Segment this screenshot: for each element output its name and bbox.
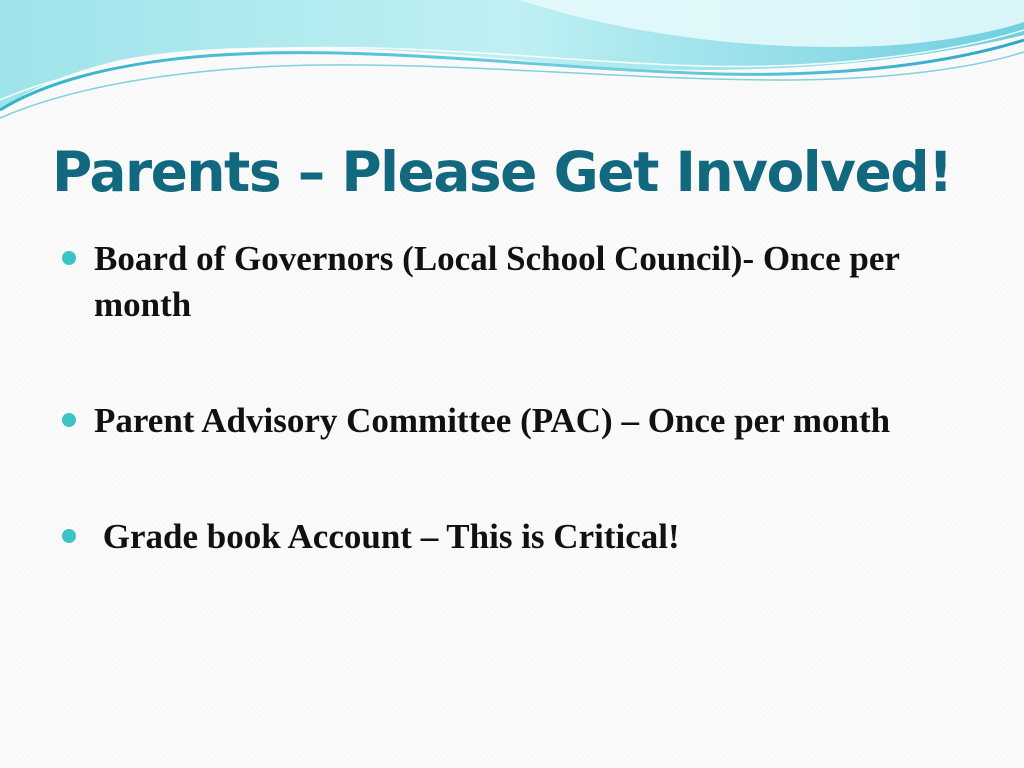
- filled-circle-bullet-icon: [62, 413, 76, 427]
- bullet-item-board-of-governors: [62, 236, 982, 328]
- filled-circle-bullet-icon: [62, 529, 76, 543]
- filled-circle-bullet-icon: [62, 251, 76, 265]
- bullet-item-parent-advisory-committee: [62, 398, 982, 444]
- bullet-list: [62, 236, 982, 630]
- slide-title: Parents – Please Get Involved!: [52, 140, 952, 204]
- bullet-text: Parent Advisory Committee (PAC) – Once per month: [94, 401, 891, 440]
- bullet-item-grade-book-account: [62, 514, 982, 560]
- bullet-text: Grade book Account – This is Critical!: [94, 517, 680, 556]
- bullet-text: Board of Governors (Local School Council)- Once per month: [94, 239, 900, 324]
- header-wave-decoration: [0, 0, 1024, 125]
